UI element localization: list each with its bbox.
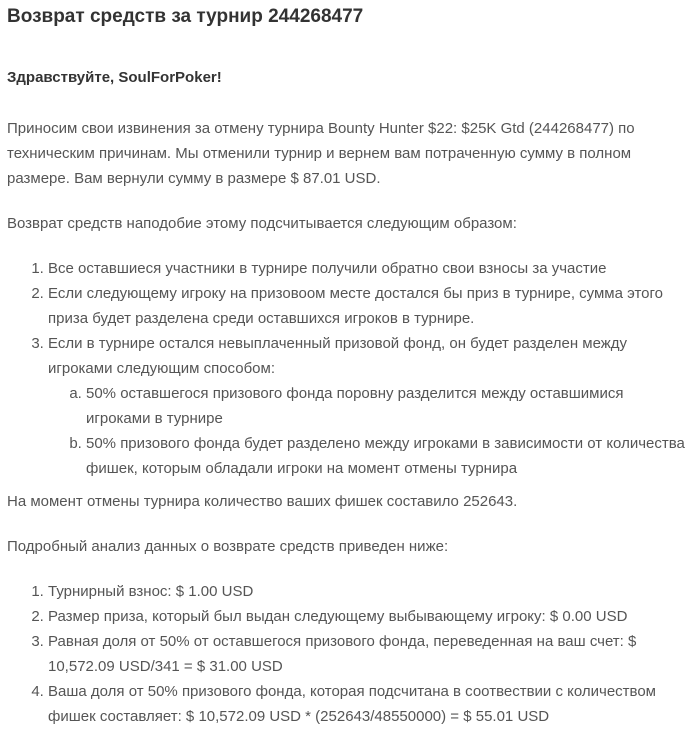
calc-rules-sublist [48,381,692,481]
list-item-text: Если следующему игроку на призовоом месте достался бы приз в турнире, сумма этого приза будет разделена среди оставшихся игроков в турнире. [48,285,663,327]
refund-details-list [7,579,692,729]
list-item [48,604,692,629]
greeting-text: Здравствуйте, SoulForPoker! [7,69,222,86]
page-title: Возврат средств за турнир 244268477 [7,6,364,27]
sublist-item [86,431,692,481]
calc-rules-list [7,256,692,481]
sublist-item [86,381,692,431]
list-item-text: Все оставшиеся участники в турнире получили обратно свои взносы за участие [48,260,607,277]
list-item-text: Если в турнире остался невыплаченный призовой фонд, он будет разделен между игроками следующим способом: [48,335,628,377]
list-item [48,331,692,481]
list-item [48,579,692,604]
sublist-item-text: 50% призового фонда будет разделено между игроками в зависимости от количества фишек, которым обладали игроки на момент отмены турнира [86,435,685,477]
list-item [48,629,692,679]
details-intro: Подробный анализ данных о возврате средств приведен ниже: [7,538,449,555]
calc-method-intro: Возврат средств наподобие этому подсчитывается следующим образом: [7,215,517,232]
list-item [48,256,692,281]
sublist-item-text: 50% оставшегося призового фонда поровну разделится между оставшимися игроками в турнире [86,385,624,427]
chips-count-note: На момент отмены турнира количество ваших фишек составило 252643. [7,493,518,510]
list-item-text: Ваша доля от 50% призового фонда, которая подсчитана в соотвествии с количеством фишек составляет: $ 10,572.09 USD * (252643/48550000) = $ 55.01 USD [48,683,656,725]
list-item [48,281,692,331]
list-item [48,679,692,729]
list-item-text: Размер приза, который был выдан следующему выбывающему игроку: $ 0.00 USD [48,608,628,625]
list-item-text: Турнирный взнос: $ 1.00 USD [48,583,254,600]
list-item-text: Равная доля от 50% от оставшегося призового фонда, переведенная на ваш счет: $ 10,572.09 USD/341 = $ 31.00 USD [48,633,637,675]
apology-paragraph: Приносим свои извинения за отмену турнира Bounty Hunter $22: $25K Gtd (244268477) по техническим причинам. Мы отменили турнир и вернем вам потраченную сумму в полном размере. Вам вернули сумму в размере $ 87.01 USD. [7,120,635,187]
